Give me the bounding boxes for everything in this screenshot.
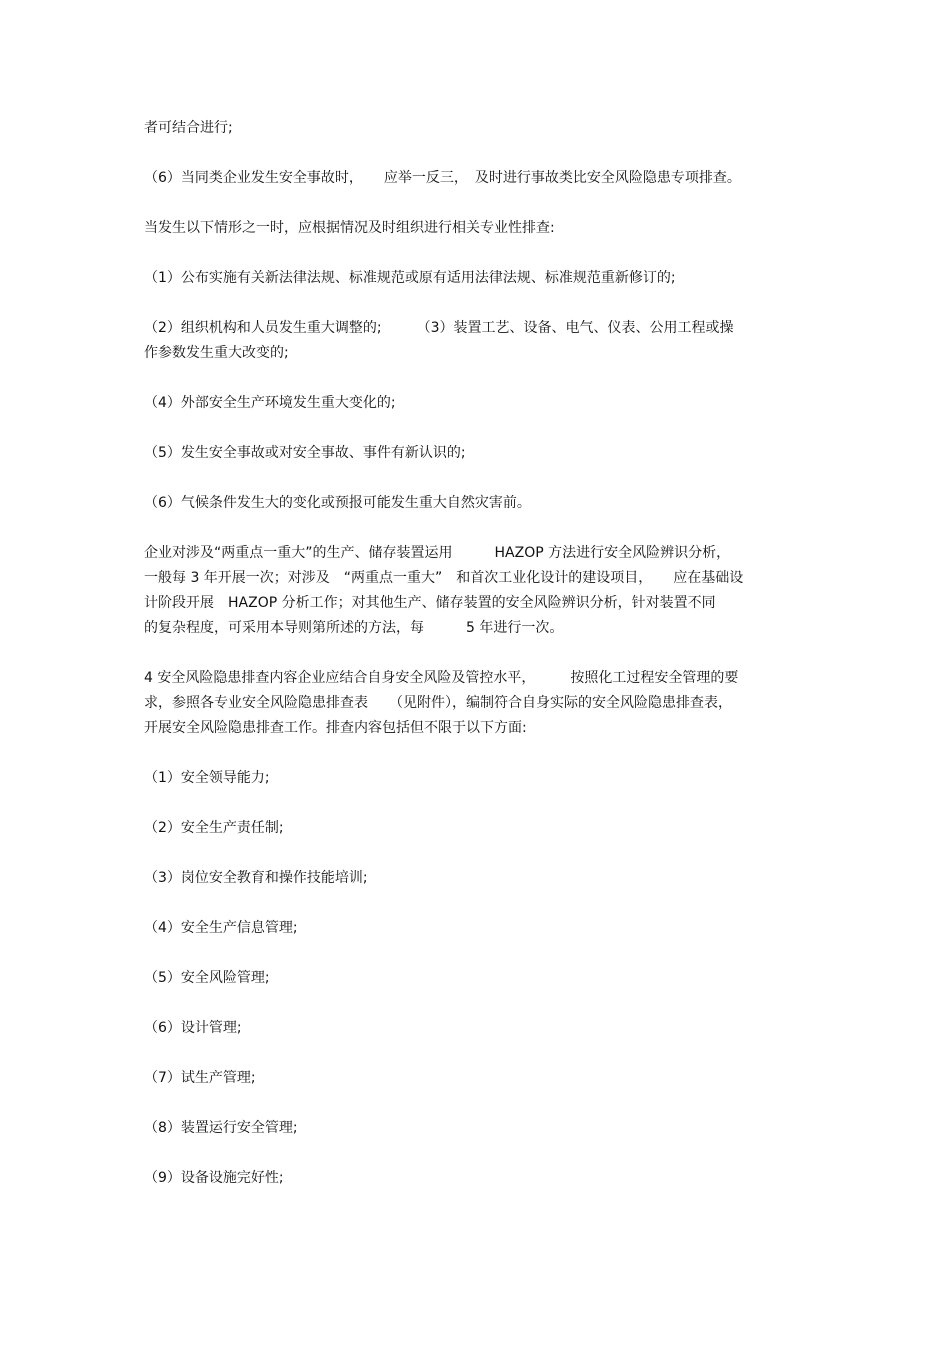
text-line: 开展安全风险隐患排查工作。排查内容包括但不限于以下方面: xyxy=(144,720,527,736)
text-line: 求，参照各专业安全风险隐患排查表 （见附件），编制符合自身实际的安全风险隐患排查表， xyxy=(144,695,732,711)
text-line: 的复杂程度，可采用本导则第所述的方法，每 5 年进行一次。 xyxy=(144,620,564,636)
text-line: 企业对涉及“两重点一重大”的生产、储存装置运用 HAZOP 方法进行安全风险辨识分析， xyxy=(144,545,731,561)
text-line: （9）设备设施完好性; xyxy=(144,1170,284,1186)
text-line: 计阶段开展 HAZOP 分析工作；对其他生产、储存装置的安全风险辨识分析，针对装置不同 xyxy=(144,595,716,611)
text-line: （1）安全领导能力; xyxy=(144,770,270,786)
text-line: （1）公布实施有关新法律法规、标准规范或原有适用法律法规、标准规范重新修订的; xyxy=(144,270,676,286)
text-line: 作参数发生重大改变的; xyxy=(144,345,289,361)
text-line: （2）组织机构和人员发生重大调整的; （3）装置工艺、设备、电气、仪表、公用工程或操 xyxy=(144,320,734,336)
text-line: （3）岗位安全教育和操作技能培训; xyxy=(144,870,368,886)
text-line: （7）试生产管理; xyxy=(144,1070,256,1086)
text-line: 4 安全风险隐患排查内容企业应结合自身安全风险及管控水平， 按照化工过程安全管理的要 xyxy=(144,670,739,686)
text-line: 一般每 3 年开展一次；对涉及 “两重点一重大” 和首次工业化设计的建设项目， 应在基础设 xyxy=(144,570,744,586)
text-line: （6）气候条件发生大的变化或预报可能发生重大自然灾害前。 xyxy=(144,495,531,511)
text-line: （2）安全生产责任制; xyxy=(144,820,284,836)
text-line: （4）外部安全生产环境发生重大变化的; xyxy=(144,395,396,411)
text-line: （4）安全生产信息管理; xyxy=(144,920,298,936)
text-line: （6）设计管理; xyxy=(144,1020,242,1036)
text-line: （8）装置运行安全管理; xyxy=(144,1120,298,1136)
text-line: 者可结合进行; xyxy=(144,120,233,136)
text-line: 当发生以下情形之一时，应根据情况及时组织进行相关专业性排查: xyxy=(144,220,555,236)
text-line: （6）当同类企业发生安全事故时， 应举一反三， 及时进行事故类比安全风险隐患专项排查。 xyxy=(144,170,741,186)
text-line: （5）发生安全事故或对安全事故、事件有新认识的; xyxy=(144,445,466,461)
text-line: （5）安全风险管理; xyxy=(144,970,270,986)
